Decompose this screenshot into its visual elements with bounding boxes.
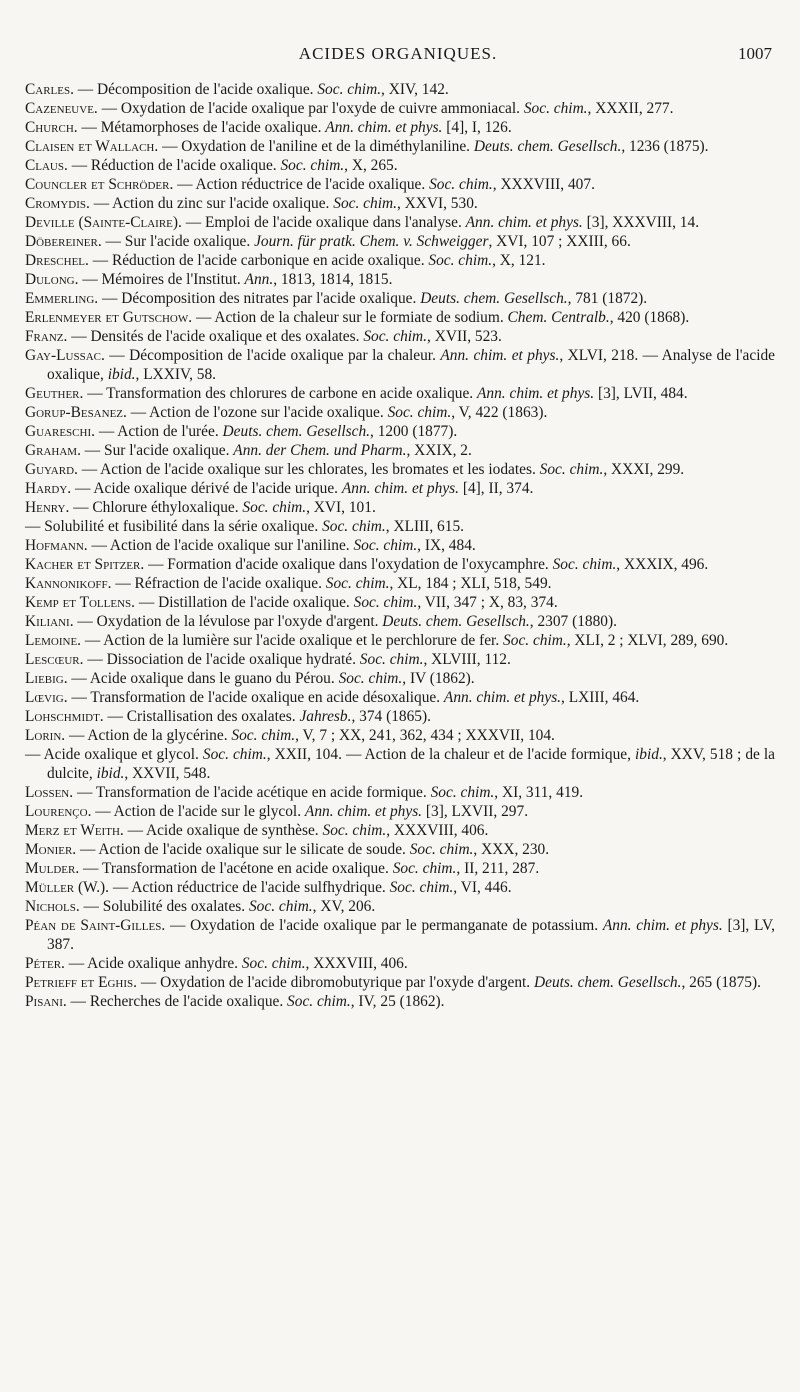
- entry-source: Ann. chim. et phys.: [304, 803, 423, 820]
- entry-title: — Oxydation de la lévulose par l'oxyde d'argent.: [73, 613, 383, 630]
- entry-source: Ann. chim. et phys.: [440, 347, 560, 364]
- entry-author: Lemoine.: [25, 632, 82, 649]
- entry-author: Church.: [25, 119, 78, 136]
- entry-title: — Action de l'acide oxalique sur les chlorates, les bromates et les iodates.: [77, 461, 540, 478]
- entry-reference: , 374 (1865).: [351, 708, 431, 725]
- entry-title: — Cristallisation des oxalates.: [103, 708, 300, 725]
- bibliography-entry: [25, 232, 775, 251]
- entry-source: Chem. Centralb.: [507, 309, 610, 326]
- entry-source: Soc. chim.: [387, 404, 452, 421]
- running-title: ACIDES ORGANIQUES.: [298, 44, 498, 63]
- entry-source: Ann. der Chem. und Pharm.: [233, 442, 407, 459]
- entry-author: Péter.: [25, 955, 65, 972]
- entry-title: — Action de l'acide oxalique sur l'aniline.: [87, 537, 354, 554]
- bibliography-list: [25, 80, 775, 1011]
- entry-title: — Action de l'acide sur le glycol.: [91, 803, 305, 820]
- entry-title: — Décomposition de l'acide oxalique.: [73, 81, 318, 98]
- entry-source: Soc. chim.: [322, 822, 387, 839]
- bibliography-entry: [25, 175, 775, 194]
- entry-title: — Densités de l'acide oxalique et des oxalates.: [67, 328, 364, 345]
- entry-source: Soc. chim.: [552, 556, 617, 573]
- entry-author: Hardy.: [25, 480, 72, 497]
- entry-title: — Action réductrice de l'acide oxalique.: [173, 176, 430, 193]
- entry-author: Döbereiner.: [25, 233, 102, 250]
- entry-source: Deuts. chem. Gesellsch.: [534, 974, 682, 991]
- entry-author: Nichols.: [25, 898, 80, 915]
- entry-reference: , XV, 206.: [312, 898, 376, 915]
- entry-title: — Action du zinc sur l'acide oxalique.: [89, 195, 334, 212]
- entry-reference: , XI, 311, 419.: [494, 784, 584, 801]
- entry-reference: , XXII, 104. — Action de la chaleur et de l'acide formique,: [266, 746, 635, 763]
- entry-reference: , XXXIX, 496.: [616, 556, 709, 573]
- entry-source: Soc. chim.: [353, 594, 418, 611]
- entry-author: Claisen et Wallach.: [25, 138, 159, 155]
- entry-title: — Formation d'acide oxalique dans l'oxydation de l'oxycamphre.: [144, 556, 553, 573]
- entry-source: Soc. chim.: [317, 81, 382, 98]
- bibliography-entry: [25, 156, 775, 175]
- entry-title: — Réduction de l'acide oxalique.: [67, 157, 281, 174]
- bibliography-entry: [25, 783, 775, 802]
- bibliography-entry: [25, 954, 775, 973]
- entry-source: Soc. chim.: [429, 176, 493, 193]
- entry-author: Graham.: [25, 442, 81, 459]
- entry-reference: , VI, 446.: [453, 879, 512, 896]
- entry-reference: , XXXI, 299.: [603, 461, 685, 478]
- entry-title: — Recherches de l'acide oxalique.: [66, 993, 288, 1010]
- entry-author: Henry.: [25, 499, 70, 516]
- entry-title: — Action de l'urée.: [94, 423, 223, 440]
- bibliography-entry: [25, 650, 775, 669]
- entry-author: Emmerling.: [25, 290, 99, 307]
- entry-source: Journ. für pratk. Chem. v. Schweigger: [254, 233, 489, 250]
- entry-reference: , XXVII, 548.: [124, 765, 211, 782]
- entry-reference: , XLIII, 615.: [385, 518, 464, 535]
- entry-author: Mulder.: [25, 860, 80, 877]
- entry-author: Liebig.: [25, 670, 68, 687]
- entry-title: — Acide oxalique et glycol.: [25, 746, 203, 763]
- bibliography-entry: [25, 916, 775, 954]
- entry-source: ibid.: [635, 746, 663, 763]
- entry-source: Soc. chim.: [539, 461, 604, 478]
- entry-author: Cromydis.: [25, 195, 90, 212]
- entry-title: — Distillation de l'acide oxalique.: [135, 594, 354, 611]
- bibliography-entry: [25, 536, 775, 555]
- bibliography-entry: [25, 574, 775, 593]
- running-header: [24, 44, 772, 64]
- entry-reference: [3], LXVII, 297.: [422, 803, 529, 820]
- entry-title: — Action de la chaleur sur le formiate de sodium.: [192, 309, 508, 326]
- entry-source: Soc. chim.: [359, 651, 424, 668]
- bibliography-entry: [25, 726, 775, 745]
- entry-author: Péan de Saint-Gilles.: [25, 917, 166, 934]
- entry-title: — Décomposition de l'acide oxalique par la chaleur.: [104, 347, 441, 364]
- bibliography-entry: [25, 612, 775, 631]
- entry-reference: , XLVIII, 112.: [423, 651, 511, 668]
- entry-reference: , LXXIV, 58.: [135, 366, 217, 383]
- entry-author: Deville (Sainte-Claire).: [25, 214, 182, 231]
- entry-reference: , VII, 347 ; X, 83, 374.: [417, 594, 558, 611]
- bibliography-entry: [25, 289, 775, 308]
- entry-reference: [4], I, 126.: [442, 119, 512, 136]
- entry-author: Geuther.: [25, 385, 84, 402]
- entry-author: Franz.: [25, 328, 68, 345]
- entry-title: — Oxydation de l'aniline et de la diméthylaniline.: [158, 138, 474, 155]
- bibliography-entry: [25, 99, 775, 118]
- entry-source: ibid.: [96, 765, 125, 782]
- entry-title: — Solubilité des oxalates.: [79, 898, 249, 915]
- entry-source: Soc. chim.: [280, 157, 345, 174]
- entry-title: — Oxydation de l'acide oxalique par l'oxyde de cuivre ammoniacal.: [97, 100, 524, 117]
- entry-title: — Acide oxalique anhydre.: [64, 955, 242, 972]
- entry-reference: , XXV, 518 ; de la dulcite,: [47, 746, 776, 782]
- entry-source: Ann. chim. et phys.: [341, 480, 459, 497]
- entry-source: Soc. chim.: [231, 727, 296, 744]
- bibliography-entry: [25, 498, 775, 517]
- entry-reference: , XL, 184 ; XLI, 518, 549.: [389, 575, 552, 592]
- entry-title: — Réduction de l'acide carbonique en acide oxalique.: [88, 252, 429, 269]
- entry-source: Jahresb.: [299, 708, 352, 725]
- entry-title: — Action réductrice de l'acide sulfhydrique.: [109, 879, 390, 896]
- entry-title: — Oxydation de l'acide dibromobutyrique par l'oxyde d'argent.: [137, 974, 534, 991]
- entry-author: Erlenmeyer et Gutschow.: [25, 309, 193, 326]
- entry-reference: [4], II, 374.: [459, 480, 534, 497]
- entry-author: Gay-Lussac.: [25, 347, 105, 364]
- bibliography-entry: [25, 422, 775, 441]
- entry-title: — Transformation de l'acétone en acide oxalique.: [79, 860, 393, 877]
- entry-source: Ann.: [244, 271, 274, 288]
- entry-author: Kannonikoff.: [25, 575, 112, 592]
- entry-source: Soc. chim.: [428, 252, 493, 269]
- bibliography-entry: [25, 517, 775, 536]
- entry-author: Lourenço.: [25, 803, 92, 820]
- entry-reference: , XIV, 142.: [381, 81, 449, 98]
- bibliography-entry: [25, 460, 775, 479]
- bibliography-entry: [25, 992, 775, 1011]
- entry-title: — Acide oxalique dérivé de l'acide urique.: [71, 480, 342, 497]
- entry-source: Ann. chim. et phys.: [443, 689, 562, 706]
- entry-title: — Transformation des chlorures de carbone en acide oxalique.: [83, 385, 477, 402]
- entry-source: Ann. chim. et phys.: [325, 119, 443, 136]
- entry-reference: [3], LV, 387.: [47, 917, 775, 953]
- entry-title: — Sur l'acide oxalique.: [101, 233, 255, 250]
- bibliography-entry: [25, 327, 775, 346]
- entry-source: Soc. chim.: [503, 632, 567, 649]
- entry-source: Deuts. chem. Gesellsch.: [420, 290, 568, 307]
- bibliography-entry: [25, 80, 775, 99]
- entry-author: Guyard.: [25, 461, 78, 478]
- entry-source: Soc. chim.: [523, 100, 588, 117]
- entry-source: Soc. chim.: [322, 518, 386, 535]
- entry-source: Soc. chim.: [241, 955, 306, 972]
- entry-author: Pisani.: [25, 993, 67, 1010]
- entry-source: Soc. chim.: [389, 879, 454, 896]
- bibliography-entry: [25, 897, 775, 916]
- entry-author: Lescœur.: [25, 651, 84, 668]
- bibliography-entry: [25, 555, 775, 574]
- entry-title: — Action de l'ozone sur l'acide oxalique.: [126, 404, 388, 421]
- entry-reference: , XVI, 101.: [306, 499, 376, 516]
- entry-title: — Chlorure éthyloxalique.: [69, 499, 243, 516]
- entry-source: Soc. chim.: [430, 784, 495, 801]
- entry-title: — Action de la glycérine.: [65, 727, 232, 744]
- bibliography-entry: [25, 840, 775, 859]
- page-number: 1007: [738, 44, 772, 63]
- entry-reference: , 265 (1875).: [681, 974, 761, 991]
- entry-author: Hofmann.: [25, 537, 88, 554]
- entry-title: — Oxydation de l'acide oxalique par le permanganate de potassium.: [165, 917, 603, 934]
- entry-title: — Dissociation de l'acide oxalique hydraté.: [83, 651, 360, 668]
- entry-author: Lohschmidt.: [25, 708, 104, 725]
- bibliography-entry: [25, 441, 775, 460]
- entry-reference: , 1236 (1875).: [621, 138, 709, 155]
- bibliography-entry: [25, 308, 775, 327]
- entry-source: Soc. chim.: [363, 328, 428, 345]
- bibliography-entry: [25, 194, 775, 213]
- entry-source: Soc. chim.: [409, 841, 474, 858]
- entry-reference: , IV, 25 (1862).: [350, 993, 445, 1010]
- entry-reference: [3], XXXVIII, 14.: [582, 214, 700, 231]
- entry-reference: , 781 (1872).: [567, 290, 648, 307]
- entry-reference: , XXXVIII, 406.: [386, 822, 489, 839]
- entry-source: Deuts. chem. Gesellsch.: [382, 613, 530, 630]
- entry-title: — Solubilité et fusibilité dans la série oxalique.: [25, 518, 323, 535]
- bibliography-entry: [25, 479, 775, 498]
- entry-source: Soc. chim.: [325, 575, 390, 592]
- entry-title: — Sur l'acide oxalique.: [80, 442, 234, 459]
- entry-author: Merz et Weith.: [25, 822, 124, 839]
- entry-reference: , XXXVIII, 407.: [492, 176, 595, 193]
- entry-reference: , LXIII, 464.: [561, 689, 640, 706]
- entry-title: — Action de l'acide oxalique sur le silicate de soude.: [76, 841, 410, 858]
- entry-reference: , II, 211, 287.: [456, 860, 540, 877]
- bibliography-entry: [25, 251, 775, 270]
- entry-reference: , V, 422 (1863).: [451, 404, 548, 421]
- entry-reference: , V, 7 ; XX, 241, 362, 434 ; XXXVII, 104.: [295, 727, 555, 744]
- bibliography-entry: [25, 878, 775, 897]
- entry-reference: , XXXII, 277.: [587, 100, 674, 117]
- bibliography-entry: [25, 593, 775, 612]
- entry-reference: , XLI, 2 ; XLVI, 289, 690.: [566, 632, 729, 649]
- bibliography-entry: [25, 403, 775, 422]
- entry-reference: , XXIX, 2.: [406, 442, 472, 459]
- entry-reference: , IV (1862).: [402, 670, 475, 687]
- entry-title: — Acide oxalique dans le guano du Pérou.: [67, 670, 339, 687]
- entry-title: — Décomposition des nitrates par l'acide oxalique.: [98, 290, 421, 307]
- bibliography-entry: [25, 346, 775, 384]
- entry-reference: , XVI, 107 ; XXIII, 66.: [488, 233, 631, 250]
- entry-source: Deuts. chem. Gesellsch.: [222, 423, 370, 440]
- entry-source: Soc. chim.: [202, 746, 267, 763]
- entry-author: Lœvig.: [25, 689, 68, 706]
- bibliography-entry: [25, 802, 775, 821]
- entry-author: Dulong.: [25, 271, 79, 288]
- entry-reference: , XXVI, 530.: [396, 195, 478, 212]
- entry-author: Dreschel.: [25, 252, 89, 269]
- entry-source: Ann. chim. et phys.: [477, 385, 595, 402]
- entry-author: Kemp et Tollens.: [25, 594, 135, 611]
- entry-source: Deuts. chem. Gesellsch.: [473, 138, 622, 155]
- entry-author: Kacher et Spitzer.: [25, 556, 145, 573]
- entry-reference: , XVII, 523.: [427, 328, 502, 345]
- entry-reference: , XLVI, 218. — Analyse de l'acide oxalique,: [47, 347, 775, 383]
- entry-reference: , XXX, 230.: [473, 841, 550, 858]
- entry-source: Soc. chim.: [248, 898, 313, 915]
- entry-reference: , IX, 484.: [417, 537, 476, 554]
- bibliography-entry: [25, 631, 775, 650]
- entry-reference: , 2307 (1880).: [529, 613, 617, 630]
- entry-source: ibid.: [107, 366, 136, 383]
- entry-author: Lorin.: [25, 727, 66, 744]
- entry-reference: , 1813, 1814, 1815.: [273, 271, 393, 288]
- entry-title: — Transformation de l'acide oxalique en acide désoxalique.: [67, 689, 444, 706]
- entry-reference: , 420 (1868).: [609, 309, 690, 326]
- entry-title: — Métamorphoses de l'acide oxalique.: [77, 119, 326, 136]
- entry-source: Soc. chim.: [353, 537, 418, 554]
- bibliography-entry: [25, 688, 775, 707]
- entry-author: Councler et Schröder.: [25, 176, 174, 193]
- bibliography-entry: [25, 973, 775, 992]
- bibliography-entry: [25, 745, 775, 783]
- entry-source: Soc. chim.: [338, 670, 403, 687]
- bibliography-entry: [25, 270, 775, 289]
- entry-source: Soc. chim.: [287, 993, 351, 1010]
- bibliography-entry: [25, 137, 775, 156]
- entry-title: — Réfraction de l'acide oxalique.: [111, 575, 326, 592]
- entry-title: — Acide oxalique de synthèse.: [123, 822, 323, 839]
- entry-reference: [3], LVII, 484.: [594, 385, 688, 402]
- bibliography-entry: [25, 384, 775, 403]
- entry-title: — Mémoires de l'Institut.: [78, 271, 245, 288]
- bibliography-entry: [25, 118, 775, 137]
- entry-author: Müller (W.).: [25, 879, 110, 896]
- entry-author: Guareschi.: [25, 423, 95, 440]
- entry-title: — Action de la lumière sur l'acide oxalique et le perchlorure de fer.: [81, 632, 504, 649]
- entry-author: Cazeneuve.: [25, 100, 98, 117]
- entry-reference: , 1200 (1877).: [370, 423, 458, 440]
- entry-author: Petrieff et Eghis.: [25, 974, 138, 991]
- entry-source: Soc. chim.: [392, 860, 457, 877]
- entry-author: Lossen.: [25, 784, 74, 801]
- bibliography-entry: [25, 707, 775, 726]
- entry-author: Carles.: [25, 81, 74, 98]
- entry-author: Gorup-Besanez.: [25, 404, 127, 421]
- entry-source: Soc. chim.: [333, 195, 397, 212]
- entry-reference: , X, 265.: [344, 157, 398, 174]
- entry-reference: , XXXVIII, 406.: [305, 955, 408, 972]
- entry-author: Monier.: [25, 841, 77, 858]
- entry-author: Kiliani.: [25, 613, 74, 630]
- bibliography-entry: [25, 821, 775, 840]
- bibliography-entry: [25, 669, 775, 688]
- entry-source: Ann. chim. et phys.: [465, 214, 583, 231]
- bibliography-entry: [25, 859, 775, 878]
- entry-author: Claus.: [25, 157, 68, 174]
- entry-source: Ann. chim. et phys.: [602, 917, 723, 934]
- entry-title: — Transformation de l'acide acétique en acide formique.: [73, 784, 431, 801]
- entry-reference: , X, 121.: [492, 252, 546, 269]
- bibliography-entry: [25, 213, 775, 232]
- entry-title: — Emploi de l'acide oxalique dans l'analyse.: [181, 214, 466, 231]
- entry-source: Soc. chim.: [242, 499, 307, 516]
